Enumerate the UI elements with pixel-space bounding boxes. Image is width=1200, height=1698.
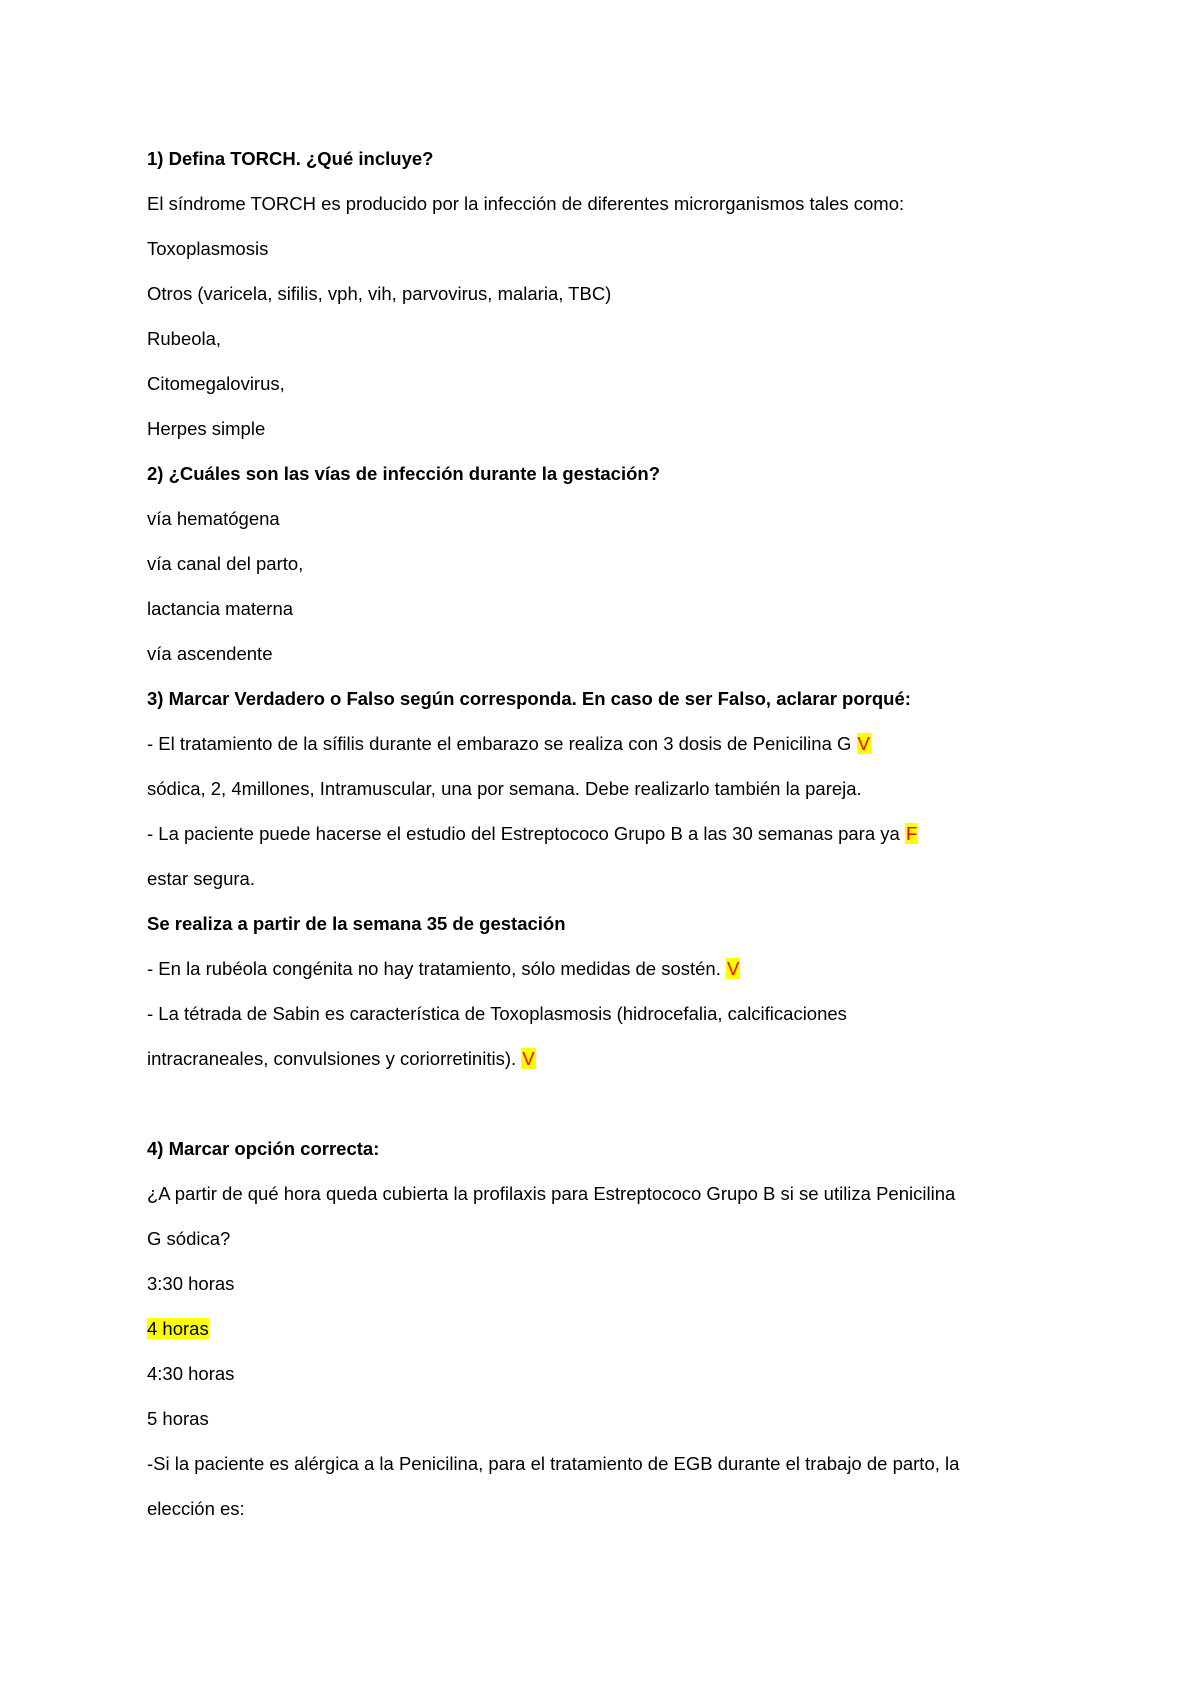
statement-4: - La tétrada de Sabin es característica de Toxoplasmosis (hidrocefalia, calcificaciones xyxy=(147,1003,847,1024)
infection-route: lactancia materna xyxy=(147,598,294,619)
true-false-mark: V xyxy=(857,733,870,754)
question-2-title: 2) ¿Cuáles son las vías de infección durante la gestación? xyxy=(147,463,661,484)
statement-2-correction: Se realiza a partir de la semana 35 de gestación xyxy=(147,913,566,934)
statement-2-text: - La paciente puede hacerse el estudio del Estreptococo Grupo B a las 30 semanas para ya xyxy=(147,823,900,844)
infection-route: vía ascendente xyxy=(147,643,273,664)
statement-4-continued xyxy=(147,1050,536,1069)
question-4-title: 4) Marcar opción correcta: xyxy=(147,1138,380,1159)
statement-2 xyxy=(147,825,918,844)
true-false-mark: V xyxy=(522,1048,535,1069)
question-1-intro: El síndrome TORCH es producido por la infección de diferentes microrganismos tales como: xyxy=(147,193,905,214)
torch-item: Herpes simple xyxy=(147,418,266,439)
question-3-title: 3) Marcar Verdadero o Falso según corresponda. En caso de ser Falso, aclarar porqué: xyxy=(147,688,911,709)
statement-1-continued: sódica, 2, 4millones, Intramuscular, una por semana. Debe realizarlo también la pareja. xyxy=(147,778,862,799)
statement-3-text: - En la rubéola congénita no hay tratamiento, sólo medidas de sostén. xyxy=(147,958,721,979)
torch-item: Rubeola, xyxy=(147,328,222,349)
question-4-text: ¿A partir de qué hora queda cubierta la profilaxis para Estreptococo Grupo B si se utiliza Penicilina xyxy=(147,1183,956,1204)
infection-route: vía canal del parto, xyxy=(147,553,304,574)
statement-1 xyxy=(147,735,871,754)
highlighted-answer: 4 horas xyxy=(147,1318,209,1339)
answer-option: 4:30 horas xyxy=(147,1363,235,1384)
answer-option-selected xyxy=(147,1320,209,1339)
torch-item: Citomegalovirus, xyxy=(147,373,285,394)
torch-item: Otros (varicela, sifilis, vph, vih, parvovirus, malaria, TBC) xyxy=(147,283,612,304)
answer-option: 3:30 horas xyxy=(147,1273,235,1294)
statement-3 xyxy=(147,960,740,979)
question-4b-text-continued: elección es: xyxy=(147,1498,245,1519)
statement-1-text: - El tratamiento de la sífilis durante el embarazo se realiza con 3 dosis de Penicilina G xyxy=(147,733,852,754)
true-false-mark: F xyxy=(905,823,918,844)
question-4-text-continued: G sódica? xyxy=(147,1228,231,1249)
infection-route: vía hematógena xyxy=(147,508,280,529)
true-false-mark: V xyxy=(727,958,740,979)
question-1-title: 1) Defina TORCH. ¿Qué incluye? xyxy=(147,148,434,169)
statement-2-continued: estar segura. xyxy=(147,868,255,889)
statement-4-text: intracraneales, convulsiones y coriorretinitis). xyxy=(147,1048,517,1069)
torch-item: Toxoplasmosis xyxy=(147,238,269,259)
answer-option: 5 horas xyxy=(147,1408,209,1429)
question-4b-text: -Si la paciente es alérgica a la Penicilina, para el tratamiento de EGB durante el trabajo de parto, la xyxy=(147,1453,960,1474)
